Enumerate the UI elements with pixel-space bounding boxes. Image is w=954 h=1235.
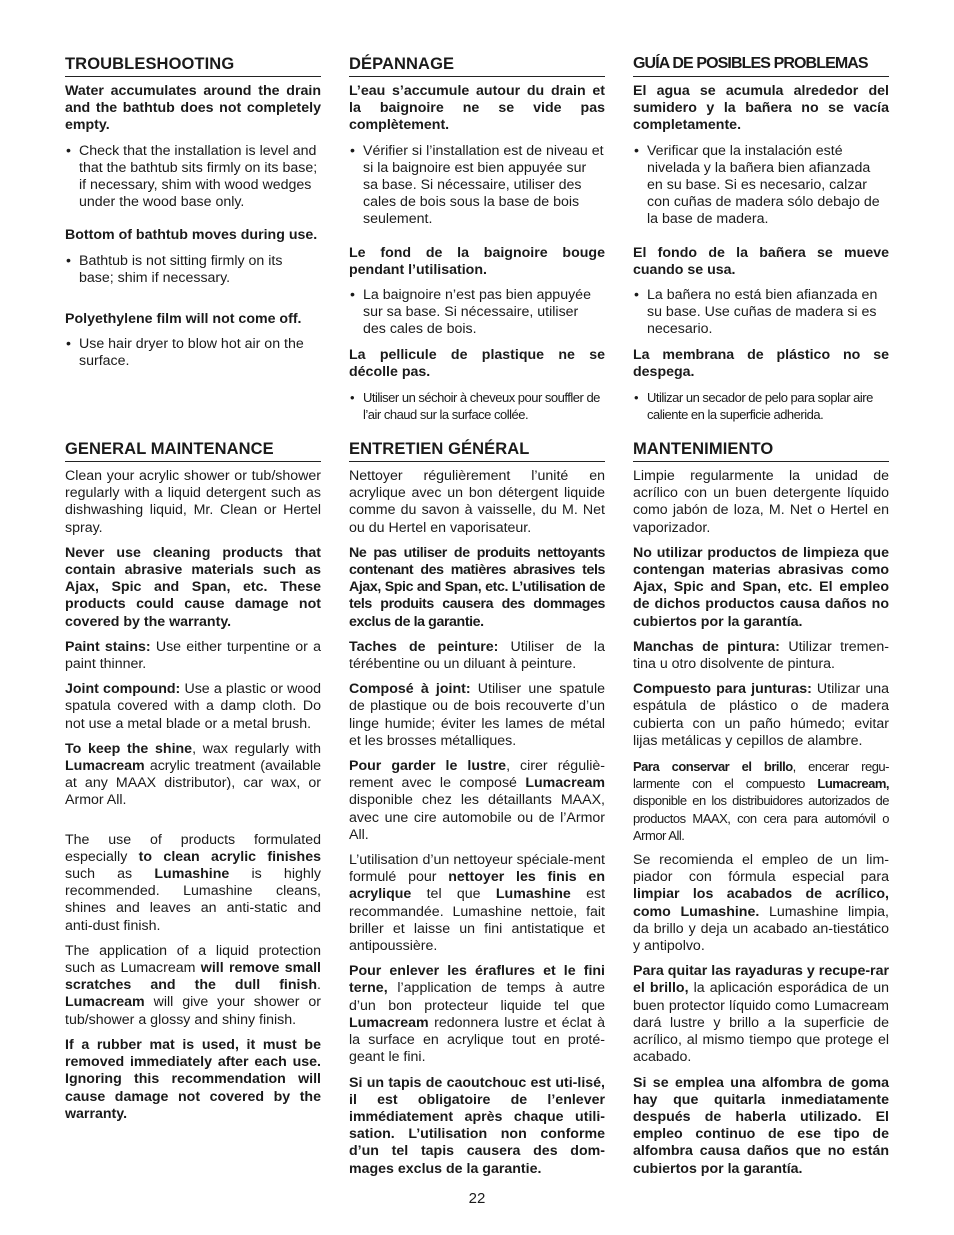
paragraph — [65, 741, 321, 810]
text: , wax regularly with — [192, 740, 322, 757]
solution-item: • Bathtub is not sitting firmly on its base; shim if necessary. — [65, 253, 321, 287]
solution-list — [349, 287, 605, 339]
paragraph — [349, 639, 605, 673]
solution-list — [633, 143, 889, 229]
emphasis: limpiar los acabados de acrílico, como Lumashine. — [633, 886, 889, 920]
label: Joint compound: — [65, 681, 181, 698]
maintenance-en — [65, 439, 321, 1131]
section-title: MANTENIMIENTO — [633, 439, 889, 462]
solution-list — [349, 389, 605, 423]
product-name: Lumacream — [349, 1014, 429, 1031]
paragraph — [633, 681, 889, 750]
maintenance-es — [633, 439, 889, 1186]
page-number: 22 — [468, 1190, 486, 1207]
troubleshooting-fr — [349, 54, 605, 431]
troubleshooting-es — [633, 54, 889, 431]
solution-item: • Vérifier si l’installation est de niveau et si la baignoire est bien appuyée sur sa base. Si nécessaire, utiliser des cales de bois sous la base de bois seulement. — [349, 143, 605, 229]
warning-paragraph: No utilizar productos de limpieza que contengan materias abrasivas como Ajax, Spic and Span, etc. El empleo de dichos productos causa daños no cubiertos por la garantía. — [633, 544, 889, 630]
product-name: Lumacream, — [817, 776, 889, 792]
section-title: ENTRETIEN GÉNÉRAL — [349, 439, 605, 462]
solution-item: • Use hair dryer to blow hot air on the surface. — [65, 336, 321, 370]
label: Manchas de pintura: — [633, 638, 780, 655]
text: redonnera lustre et éclat à la surface en acrylique tout en proté-geant le fini. — [349, 1014, 605, 1066]
emphasis: Pour enlever les éraflures et le fini terne, — [349, 963, 605, 997]
problem-heading: Water accumulates around the drain and the bathtub does not completely empty. — [65, 83, 321, 134]
section-title: DÉPANNAGE — [349, 54, 605, 77]
text: Utilizar tremen-tina u otro disolvente de pintura. — [633, 638, 889, 673]
solution-item: • Utiliser un séchoir à cheveux pour souffler de l’air chaud sur la surface collée. — [349, 389, 605, 423]
label: To keep the shine — [65, 740, 193, 757]
solution-list — [633, 389, 889, 423]
problem-heading: Polyethylene film will not come off. — [65, 311, 302, 328]
text: Utiliser de la térébentine ou un diluant à peinture. — [349, 638, 605, 673]
text: l’application de temps à autre d’un bon protecteur liquide tel que — [349, 980, 605, 1014]
text: Lumashine limpia, da brillo y deja un acabado an-tiestático y antipolvo. — [633, 903, 889, 955]
product-name: Lumacream — [65, 994, 145, 1011]
solution-list — [65, 143, 321, 212]
paragraph — [65, 681, 321, 733]
paragraph — [65, 639, 321, 673]
solution-item: • Check that the installation is level and that the bathtub sits firmly on its base; if necessary, shim with wood wedges under the wood base only. — [65, 143, 321, 212]
emphasis: nettoyer les finis en acrylique — [349, 869, 605, 903]
text: The application of a liquid protection such as Lumacream — [65, 942, 321, 977]
product-name: Lumacream — [525, 775, 605, 792]
section-title: GENERAL MAINTENANCE — [65, 439, 321, 462]
paragraph — [633, 758, 889, 844]
paragraph — [349, 852, 605, 955]
product-name: Lumashine — [154, 866, 230, 883]
warning-paragraph: Ne pas utiliser de produits nettoyants contenant des matières abrasives tels Ajax, Spic and Span, etc. L’utilisation de tels produits causera des dommages exclus de la garantie. — [349, 544, 605, 630]
text: acrylic treatment (available at any MAAX distributor), car wax, or Armor All. — [65, 758, 321, 809]
text: Se recomienda el empleo de un lim-piador con fórmula especial para — [633, 852, 889, 886]
text: est recommandée. Lumashine nettoie, fait briller et laisse un fini antistatique et antipoussière. — [349, 886, 606, 955]
text: Utilizar una espátula de plástico o de madera cubierta con un paño húmedo; evitar lijas metálicas y cepillos de alambre. — [633, 681, 889, 749]
paragraph — [633, 963, 889, 1066]
problem-heading: El fondo de la bañera se mueve cuando se usa. — [633, 244, 889, 278]
text: such as — [65, 866, 155, 883]
maintenance-fr — [349, 439, 605, 1186]
solution-list — [65, 253, 321, 287]
paragraph: Nettoyer régulièrement l’unité en acrylique avec un bon détergent liquide comme du savon à vaisselle, du M. Net ou du Hertel en vaporisateur. — [349, 468, 605, 536]
paragraph — [349, 681, 605, 750]
solution-item: • Utilizar un secador de pelo para soplar aire caliente en la superficie adherida. — [633, 389, 889, 423]
product-name: Lumashine — [495, 886, 571, 903]
paragraph — [633, 852, 889, 955]
emphasis: will remove small scratches and the dull finish — [65, 960, 322, 994]
text: tel que — [411, 886, 496, 903]
solution-list — [633, 287, 889, 339]
paragraph — [65, 943, 321, 1029]
section-title: GUÍA DE POSIBLES PROBLEMAS — [633, 54, 889, 77]
warning-paragraph: Si se emplea una alfombra de goma hay que quitarla inmediatamente después de haberla utilizado. El empleo continuo de ese tipo de alfombra causa daños que no están cubiertos por la garantía. — [633, 1074, 889, 1177]
text: disponible chez les détaillants MAAX, avec une cire automobile ou de l’Armor All. — [349, 792, 605, 843]
text: will give your shower or tub/shower a glossy and shiny finish. — [65, 994, 321, 1028]
problem-heading: Bottom of bathtub moves during use. — [65, 227, 318, 244]
paragraph — [349, 758, 605, 844]
section-title: TROUBLESHOOTING — [65, 54, 321, 77]
paragraph — [349, 963, 605, 1066]
text: Utiliser une spatule de plastique ou de bois recouverte d’un linge humide; éviter les lames de métal et les brosses métalliques. — [349, 681, 605, 749]
label: Pour garder le lustre — [349, 758, 507, 775]
text: la aplicación esporádica de un buen protector líquido como Lumacream dará lustre y brillo a la superficie de acrílico, al mismo tiempo que protege el acabado. — [633, 980, 889, 1066]
solution-item: • La bañera no está bien afianzada en su base. Use cuñas de madera si es necesario. — [633, 287, 889, 339]
emphasis: to clean acrylic finishes — [138, 848, 321, 865]
troubleshooting-en — [65, 54, 321, 379]
label: Composé à joint: — [349, 681, 471, 698]
text: . — [317, 977, 321, 994]
paragraph — [633, 639, 889, 673]
text: , encerar regu-larmente con el compuesto — [633, 759, 889, 792]
problem-heading: La membrana de plástico no se despega. — [633, 346, 889, 380]
label: Compuesto para junturas: — [633, 681, 812, 698]
solution-item: • La baignoire n’est pas bien appuyée sur sa base. Si nécessaire, utiliser des cales de bois. — [349, 287, 605, 339]
text: is highly recommended. Lumashine cleans, shines and leaves an anti-static and anti-dust finish. — [65, 866, 322, 934]
text: Use either turpentine or a paint thinner. — [65, 638, 321, 673]
warning-paragraph: Never use cleaning products that contain abrasive materials such as Ajax, Spic and Span, etc. These products could cause damage not covered by the warranty. — [65, 544, 321, 630]
solution-list — [65, 336, 321, 370]
solution-list — [349, 143, 605, 229]
paragraph: Limpie regularmente la unidad de acrílico con un buen detergente líquido como jabón de loza, M. Net o Hertel en vaporizador. — [633, 468, 889, 536]
text: L’utilisation d’un nettoyeur spéciale-ment formulé pour — [349, 852, 605, 886]
label: Para conservar el brillo — [633, 759, 793, 775]
solution-item: • Verificar que la instalación esté nivelada y la bañera bien afianzada en su base. Si es necesario, calzar con cuñas de madera sólo debajo de la base de madera. — [633, 143, 889, 229]
text: The use of products formulated especially — [65, 831, 321, 865]
problem-heading: El agua se acumula alrededor del sumidero y la bañera no se vacía completamente. — [633, 83, 889, 134]
problem-heading: La pellicule de plastique ne se décolle pas. — [349, 346, 605, 380]
warning-paragraph: Si un tapis de caoutchouc est uti-lisé, il est obligatoire de l’enlever immédiatement après chaque utili-sation. L’utilisation non conforme d’un tel tapis causera des dom-mages exclus de la garantie. — [349, 1074, 605, 1177]
warning-paragraph: If a rubber mat is used, it must be removed immediately after each use. Ignoring this recommendation will cause damage not covered by the warranty. — [65, 1036, 321, 1122]
emphasis: Para quitar las rayaduras y recupe-rar el brillo, — [633, 963, 889, 997]
paragraph — [65, 832, 321, 935]
label: Paint stains: — [65, 638, 151, 655]
label: Taches de peinture: — [349, 638, 499, 655]
text: disponible en los distribuidores autorizados de productos MAAX, con cera para automóvil o Armor All. — [633, 793, 889, 843]
problem-heading: Le fond de la baignoire bouge pendant l’utilisation. — [349, 244, 605, 278]
product-name: Lumacream — [65, 758, 145, 775]
paragraph: Clean your acrylic shower or tub/shower regularly with a liquid detergent such as dishwashing liquid, Mr. Clean or Hertel spray. — [65, 468, 321, 536]
text: Use a plastic or wood spatula covered with a damp cloth. Do not use a metal blade or a metal brush. — [65, 681, 322, 732]
text: , cirer réguliè-rement avec le composé — [349, 758, 606, 792]
problem-heading: L’eau s’accumule autour du drain et la baignoire ne se vide pas complètement. — [349, 83, 605, 134]
